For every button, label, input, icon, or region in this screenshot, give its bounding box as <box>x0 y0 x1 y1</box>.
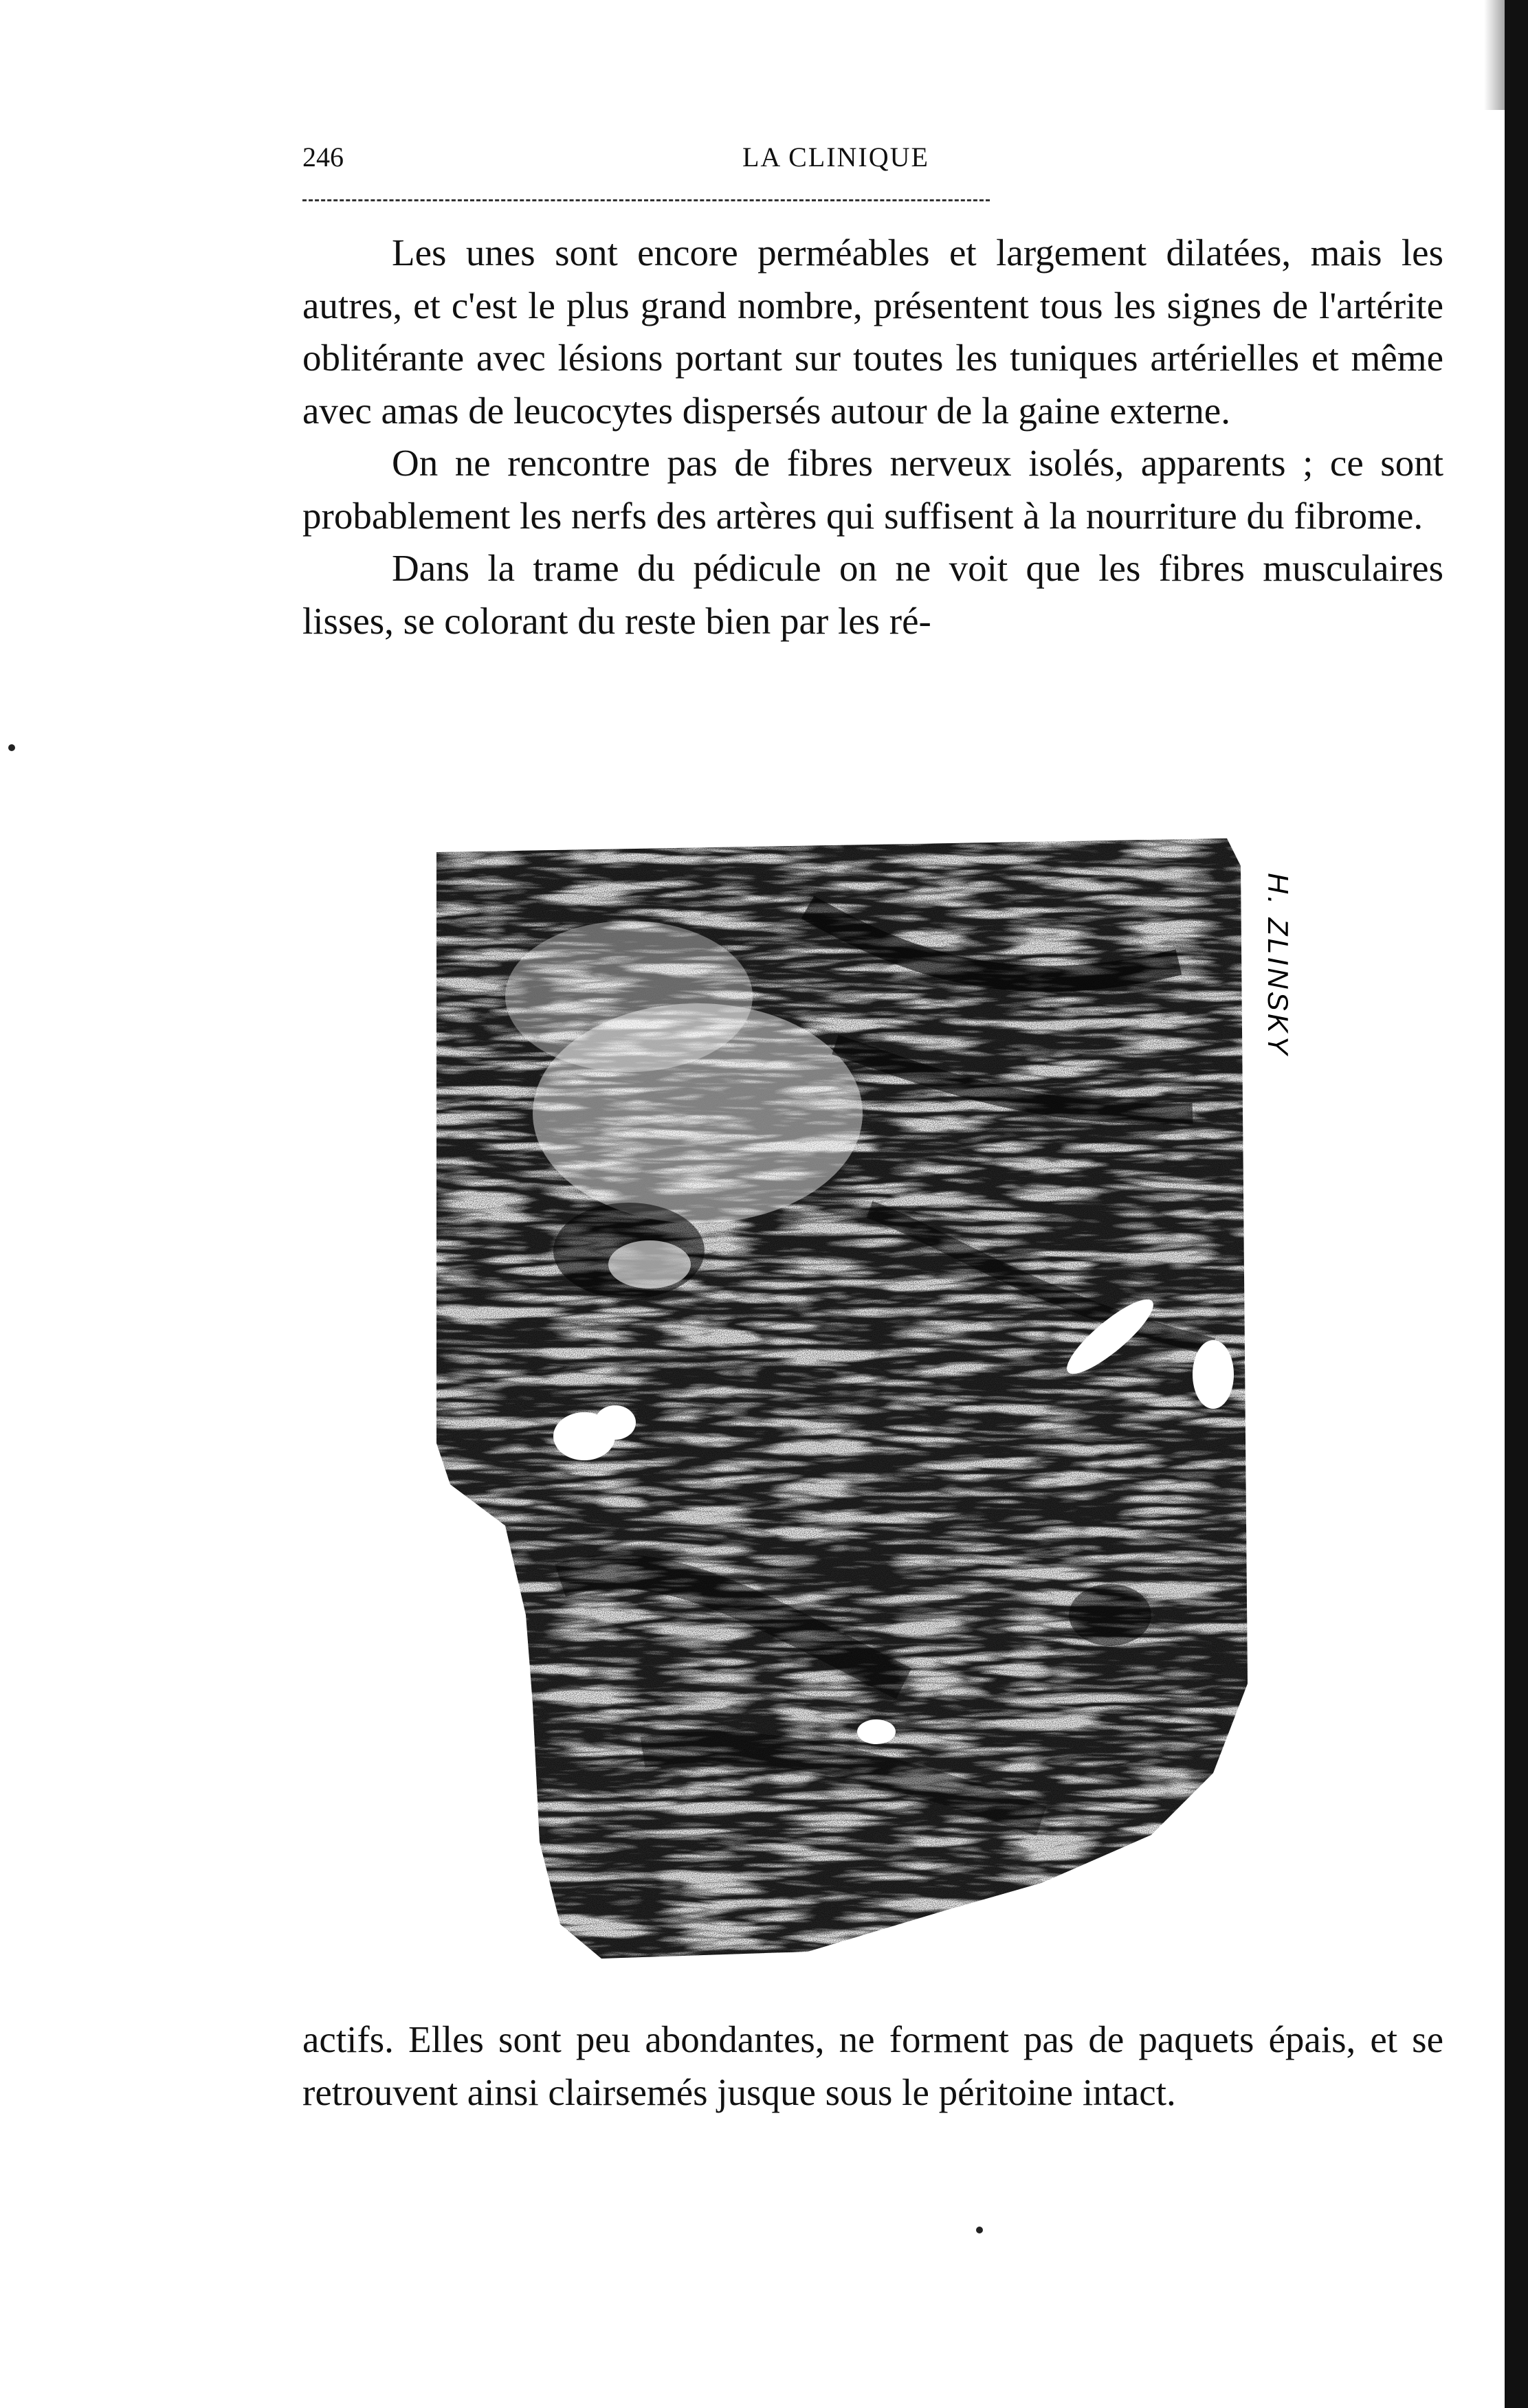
page-edge-gradient <box>1484 0 1505 110</box>
paragraph: On ne rencontre pas de fibres nerveux isolés, apparents ; ce sont probablement les nerfs des artères qui suffisent à la nourriture du fibrome. <box>302 442 1443 537</box>
histology-illustration <box>423 825 1294 1965</box>
margin-mark <box>976 2227 983 2233</box>
paragraph: Les unes sont encore perméables et largement dilatées, mais les autres, et c'est le plus grand nombre, présentent tous les signes de l'artérite oblitérante avec lésions portant sur toutes les tuniques artérielles et même avec amas de leucocytes dispersés autour de la gaine externe. <box>302 232 1443 432</box>
histology-figure <box>423 825 1294 1965</box>
body-text-bottom <box>302 2014 1443 2119</box>
margin-mark <box>8 744 15 751</box>
paragraph: Dans la trame du pédicule on ne voit que les fibres musculaires lisses, se colorant du reste bien par les ré- <box>302 547 1443 642</box>
page-edge-shadow <box>1505 0 1528 2408</box>
margin-mark <box>540 1828 546 1835</box>
body-text-top <box>302 227 1443 647</box>
header-rule <box>302 199 990 201</box>
paragraph: actifs. Elles sont peu abondantes, ne forment pas de paquets épais, et se retrouvent ainsi clairsemés jusque sous le péritoine intact. <box>302 2018 1443 2113</box>
running-head <box>302 141 1430 182</box>
running-title: LA CLINIQUE <box>742 142 929 172</box>
page-number: 246 <box>302 142 344 172</box>
artist-signature: H. ZLINSKY <box>1262 873 1294 1058</box>
